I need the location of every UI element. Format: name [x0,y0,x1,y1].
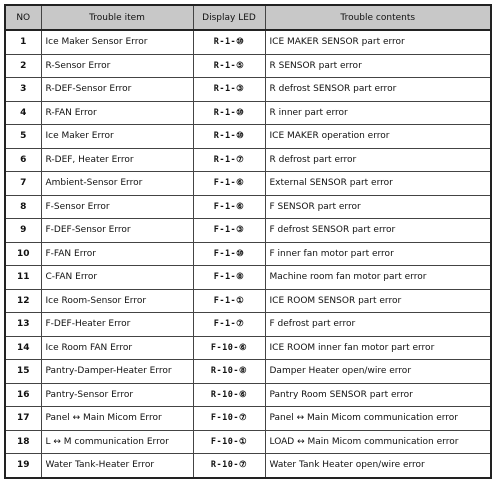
row-number: 11 [5,266,41,290]
trouble-contents: R defrost part error [265,148,491,172]
row-number: 12 [5,289,41,313]
table-row [5,195,491,219]
row-number: 1 [5,30,41,54]
trouble-item: Ice Room-Sensor Error [41,289,193,313]
row-number: 14 [5,336,41,360]
table-row [5,430,491,454]
row-number: 7 [5,172,41,196]
trouble-contents: Damper Heater open/wire error [265,360,491,384]
display-led-code: R-1-⑤ [193,54,265,78]
row-number: 3 [5,78,41,102]
trouble-contents: ICE ROOM inner fan motor part error [265,336,491,360]
trouble-item: Ice Room FAN Error [41,336,193,360]
trouble-item: Pantry-Damper-Heater Error [41,360,193,384]
trouble-item: F-FAN Error [41,242,193,266]
trouble-contents: F defrost SENSOR part error [265,219,491,243]
trouble-item: Ice Maker Sensor Error [41,30,193,54]
trouble-contents: LOAD ↔ Main Micom communication error [265,430,491,454]
display-led-code: F-10-⑥ [193,336,265,360]
table-row [5,125,491,149]
display-led-code: F-1-⑦ [193,313,265,337]
display-led-code: R-10-⑦ [193,454,265,478]
trouble-contents: F SENSOR part error [265,195,491,219]
trouble-item: L ↔ M communication Error [41,430,193,454]
trouble-contents: Water Tank Heater open/wire error [265,454,491,478]
trouble-contents: ICE MAKER SENSOR part error [265,30,491,54]
table-row [5,54,491,78]
table-row [5,242,491,266]
table-row [5,336,491,360]
row-number: 2 [5,54,41,78]
trouble-contents: ICE ROOM SENSOR part error [265,289,491,313]
trouble-contents: R defrost SENSOR part error [265,78,491,102]
trouble-item: Ambient-Sensor Error [41,172,193,196]
display-led-code: F-1-① [193,289,265,313]
row-number: 5 [5,125,41,149]
trouble-contents: External SENSOR part error [265,172,491,196]
table-row [5,30,491,54]
trouble-item: F-DEF-Heater Error [41,313,193,337]
trouble-item: Water Tank-Heater Error [41,454,193,478]
row-number: 10 [5,242,41,266]
trouble-item: Ice Maker Error [41,125,193,149]
table-row [5,407,491,431]
row-number: 9 [5,219,41,243]
table-row [5,454,491,478]
trouble-item: F-DEF-Sensor Error [41,219,193,243]
row-number: 4 [5,101,41,125]
trouble-item: R-FAN Error [41,101,193,125]
row-number: 15 [5,360,41,384]
row-number: 16 [5,383,41,407]
display-led-code: R-1-⑩ [193,101,265,125]
display-led-code: R-1-⑩ [193,125,265,149]
header-trouble-contents: Trouble contents [265,5,491,30]
table-body [5,30,491,478]
display-led-code: R-1-③ [193,78,265,102]
display-led-code: F-10-① [193,430,265,454]
table-header [5,5,491,30]
table-row [5,383,491,407]
row-number: 17 [5,407,41,431]
row-number: 13 [5,313,41,337]
display-led-code: F-1-③ [193,219,265,243]
table-row [5,219,491,243]
table-row [5,289,491,313]
row-number: 18 [5,430,41,454]
trouble-contents: R inner part error [265,101,491,125]
trouble-code-table [4,4,492,479]
trouble-contents: ICE MAKER operation error [265,125,491,149]
display-led-code: F-1-⑧ [193,266,265,290]
table-row [5,172,491,196]
trouble-contents: R SENSOR part error [265,54,491,78]
display-led-code: R-1-⑦ [193,148,265,172]
table-row [5,78,491,102]
trouble-item: R-DEF, Heater Error [41,148,193,172]
row-number: 19 [5,454,41,478]
header-display-led: Display LED [193,5,265,30]
header-row [5,5,491,30]
trouble-item: R-Sensor Error [41,54,193,78]
table-row [5,148,491,172]
trouble-item: F-Sensor Error [41,195,193,219]
header-no: NO [5,5,41,30]
trouble-item: Panel ↔ Main Micom Error [41,407,193,431]
display-led-code: R-10-⑧ [193,360,265,384]
trouble-item: R-DEF-Sensor Error [41,78,193,102]
header-trouble-item: Trouble item [41,5,193,30]
display-led-code: F-10-⑦ [193,407,265,431]
trouble-table-container [4,4,492,479]
display-led-code: R-1-⑩ [193,30,265,54]
trouble-contents: F inner fan motor part error [265,242,491,266]
row-number: 6 [5,148,41,172]
display-led-code: F-1-⑥ [193,172,265,196]
table-row [5,266,491,290]
trouble-contents: Pantry Room SENSOR part error [265,383,491,407]
trouble-contents: F defrost part error [265,313,491,337]
trouble-item: C-FAN Error [41,266,193,290]
display-led-code: R-10-⑥ [193,383,265,407]
trouble-contents: Machine room fan motor part error [265,266,491,290]
trouble-contents: Panel ↔ Main Micom communication error [265,407,491,431]
display-led-code: F-1-⑩ [193,242,265,266]
table-row [5,313,491,337]
display-led-code: F-1-⑥ [193,195,265,219]
table-row [5,101,491,125]
row-number: 8 [5,195,41,219]
table-row [5,360,491,384]
trouble-item: Pantry-Sensor Error [41,383,193,407]
